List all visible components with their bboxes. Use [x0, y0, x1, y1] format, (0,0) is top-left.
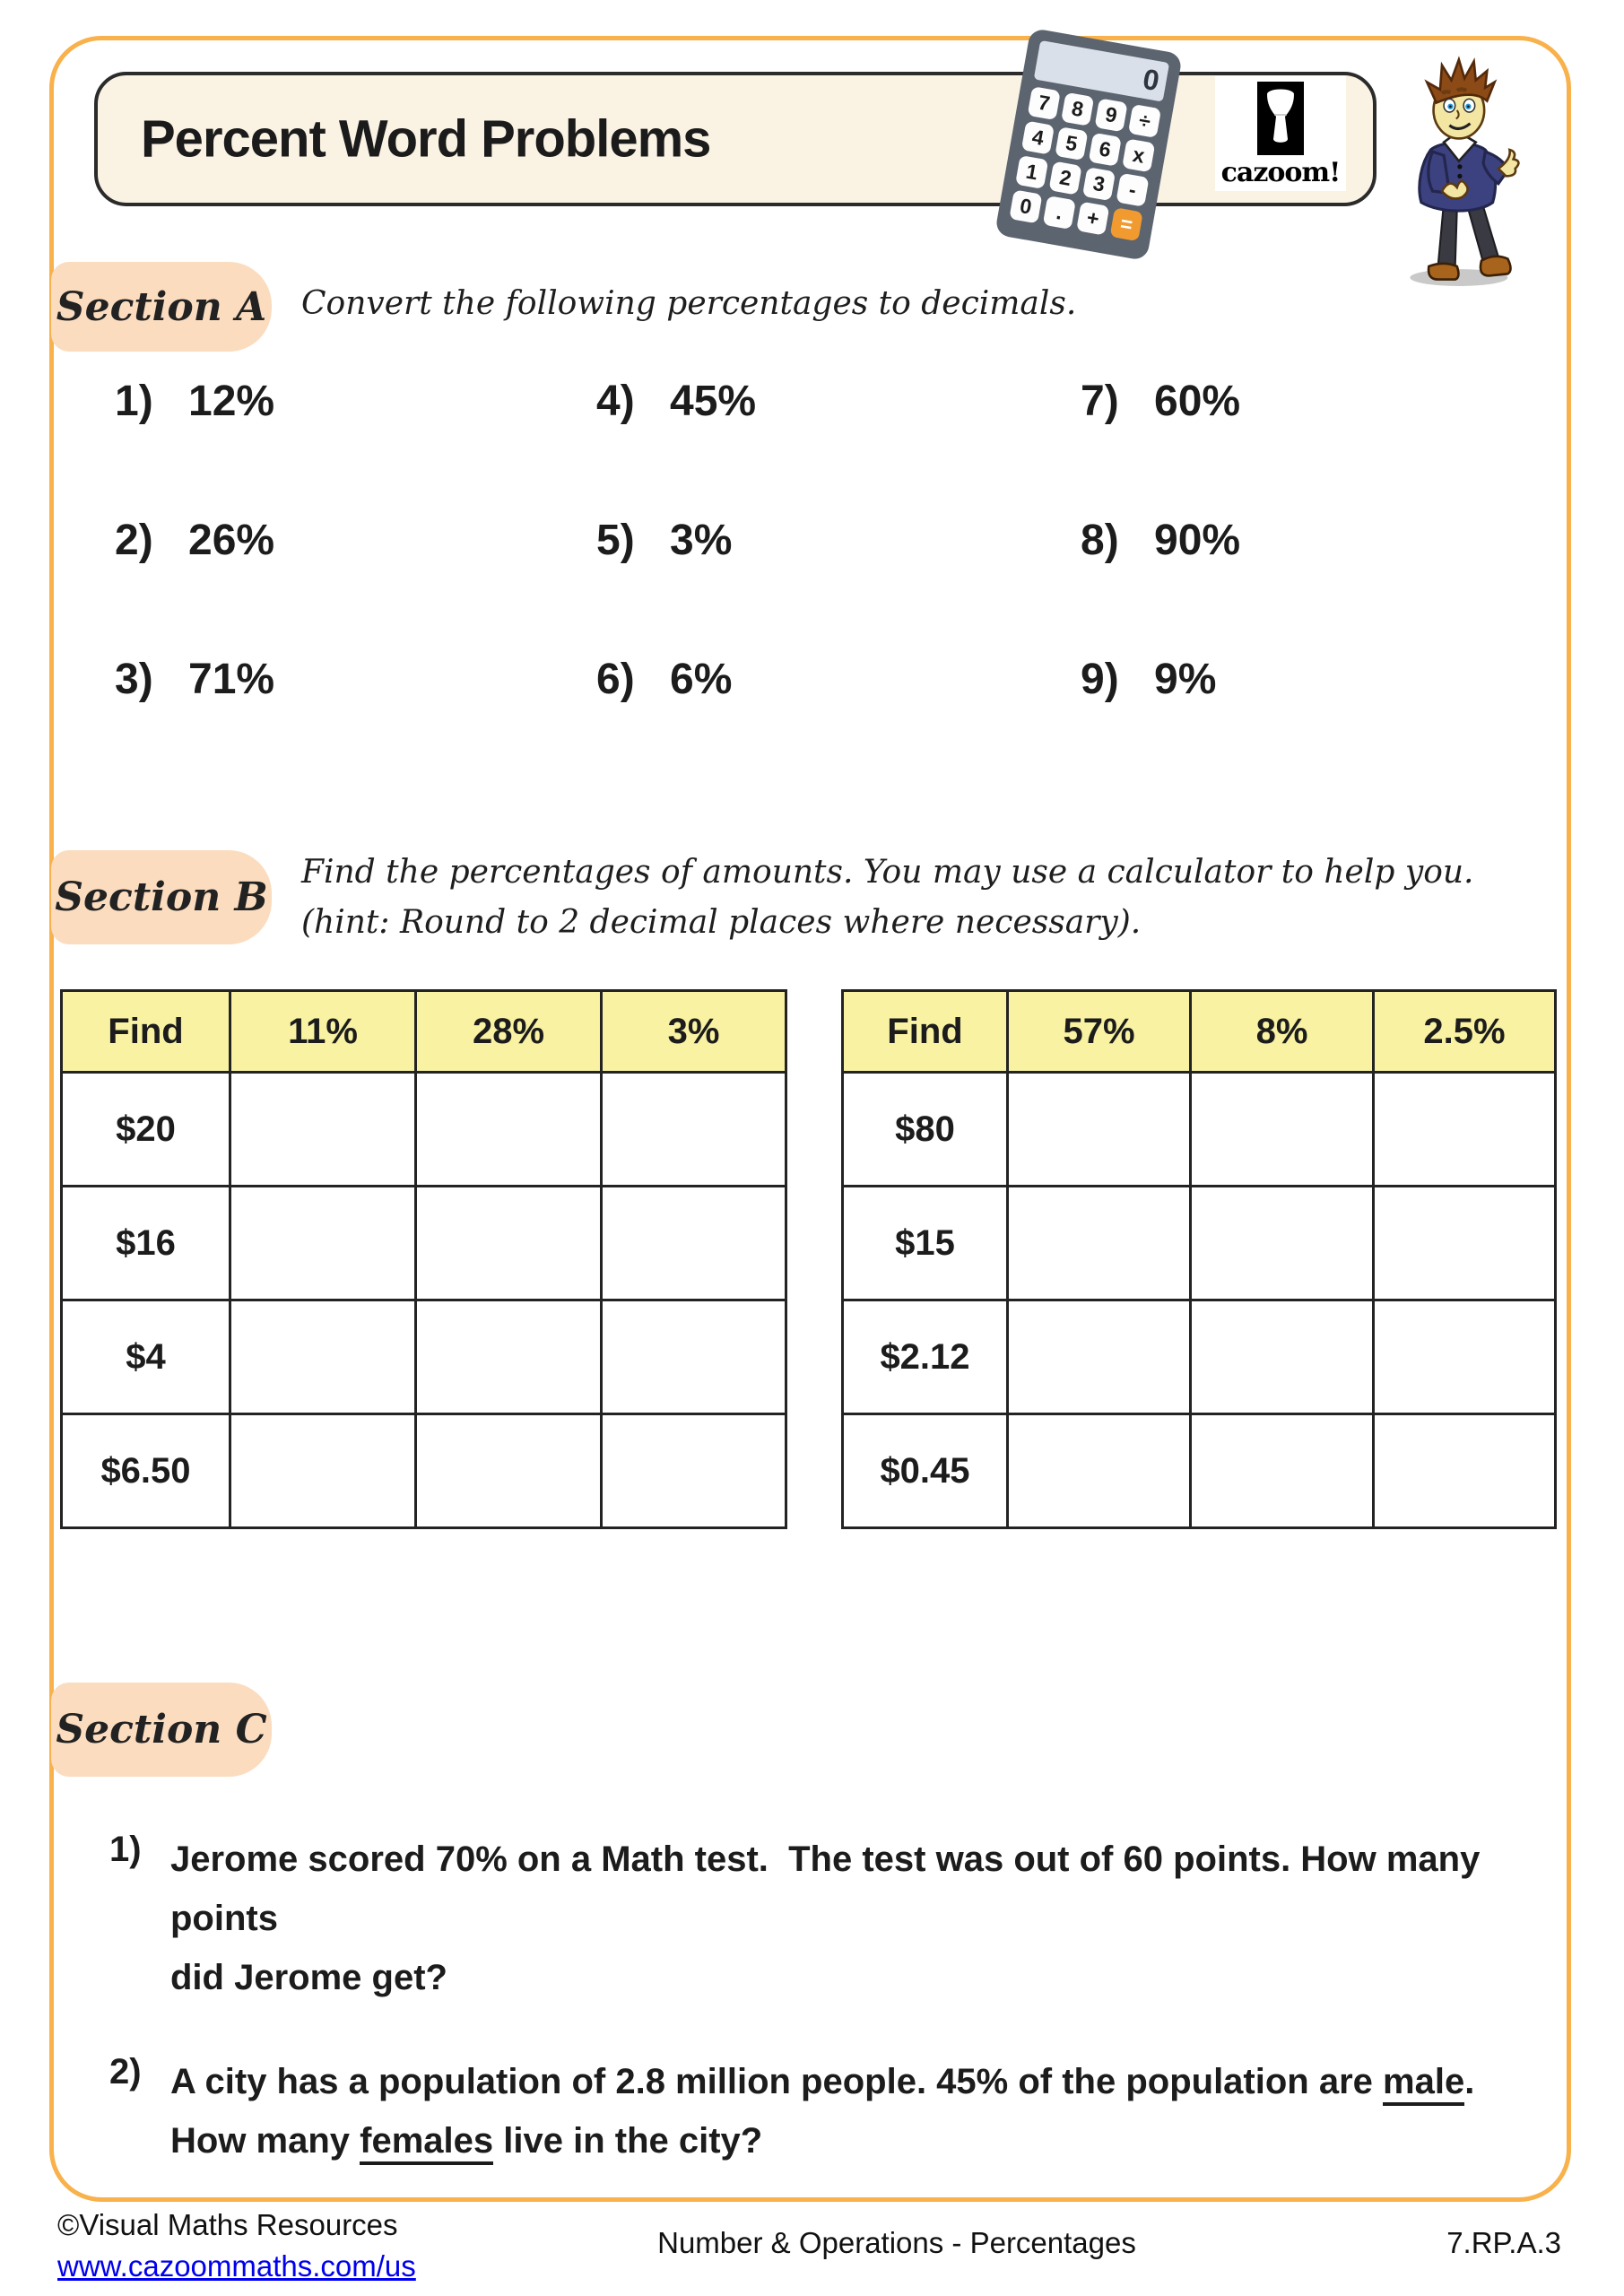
- answer-cell: [230, 1300, 416, 1414]
- question-value: 6%: [670, 656, 733, 703]
- problem-text: How many: [170, 2121, 360, 2161]
- header-28pct: 28%: [416, 991, 602, 1073]
- question-number: 2): [115, 517, 153, 564]
- row-label: $4: [62, 1300, 230, 1414]
- row-label: $80: [843, 1073, 1008, 1187]
- table-row: [62, 1187, 786, 1300]
- calc-key-5: 5: [1055, 126, 1088, 161]
- answer-cell: [602, 1414, 786, 1528]
- cazoommaths-link[interactable]: www.cazoommaths.com/us: [57, 2249, 416, 2283]
- table-row: [843, 1414, 1556, 1528]
- problem-number: 2): [109, 2052, 142, 2092]
- answer-cell: [1374, 1073, 1556, 1187]
- table-row: [62, 1414, 786, 1528]
- page-title: Percent Word Problems: [141, 109, 711, 169]
- question-value: 71%: [188, 656, 275, 703]
- question-value: 60%: [1154, 378, 1241, 425]
- problem-text: live in the city?: [493, 2121, 763, 2161]
- question-a3: [115, 655, 274, 704]
- section-a-label: Section A: [56, 283, 267, 330]
- calculator-display: 0: [1034, 40, 1169, 102]
- header-find: Find: [62, 991, 230, 1073]
- question-value: 45%: [670, 378, 757, 425]
- question-a8: [1081, 516, 1240, 565]
- header-11pct: 11%: [230, 991, 416, 1073]
- question-number: 9): [1081, 656, 1119, 703]
- question-number: 6): [596, 656, 635, 703]
- calculator-keypad: [1009, 86, 1161, 241]
- question-a6: [596, 655, 732, 704]
- question-number: 3): [115, 656, 153, 703]
- question-value: 26%: [188, 517, 275, 564]
- question-a5: [596, 516, 732, 565]
- row-label: $16: [62, 1187, 230, 1300]
- section-c-badge: [51, 1683, 272, 1777]
- percentages-table-left: [60, 989, 787, 1529]
- question-a2: [115, 516, 274, 565]
- student-thumbs-up-illustration: [1395, 52, 1528, 287]
- row-label: $0.45: [843, 1414, 1008, 1528]
- calc-key-9: 9: [1094, 98, 1127, 132]
- footer-topic: Number & Operations - Percentages: [657, 2226, 1136, 2259]
- answer-cell: [1008, 1300, 1191, 1414]
- question-number: 1): [115, 378, 153, 425]
- djembe-drum-icon: [1257, 82, 1304, 155]
- section-c-label: Section C: [56, 1707, 267, 1752]
- table-header-row: [62, 991, 786, 1073]
- answer-cell: [416, 1073, 602, 1187]
- answer-cell: [1008, 1414, 1191, 1528]
- answer-cell: [416, 1414, 602, 1528]
- header-find: Find: [843, 991, 1008, 1073]
- header-8pct: 8%: [1191, 991, 1374, 1073]
- calc-key-2: 2: [1048, 161, 1081, 196]
- section-b-label: Section B: [55, 874, 268, 920]
- calc-key-multiply: x: [1122, 138, 1155, 172]
- answer-cell: [230, 1414, 416, 1528]
- question-a4: [596, 377, 756, 426]
- underlined-word-females: females: [360, 2121, 493, 2165]
- calc-key-divide: ÷: [1128, 104, 1161, 138]
- answer-cell: [1008, 1187, 1191, 1300]
- answer-cell: [1191, 1073, 1374, 1187]
- table-header-row: [843, 991, 1556, 1073]
- calc-key-equals: =: [1110, 207, 1143, 241]
- footer-copyright-block: [57, 2208, 416, 2283]
- question-value: 9%: [1154, 656, 1217, 703]
- problem-2-line2: [170, 2111, 1533, 2170]
- title-box: [94, 72, 1376, 206]
- footer-standard-code: 7.RP.A.3: [1446, 2226, 1561, 2259]
- problem-2-line1: [170, 2052, 1533, 2111]
- table-row: [62, 1073, 786, 1187]
- header-2-5pct: 2.5%: [1374, 991, 1556, 1073]
- answer-cell: [1374, 1414, 1556, 1528]
- answer-cell: [230, 1187, 416, 1300]
- question-a1: [115, 377, 274, 426]
- problem-1-line2: did Jerome get?: [170, 1958, 447, 1997]
- problem-text: A city has a population of 2.8 million people. 45% of the population are: [170, 2062, 1384, 2101]
- question-value: 3%: [670, 517, 733, 564]
- calc-key-decimal: .: [1043, 196, 1076, 230]
- answer-cell: [1008, 1073, 1191, 1187]
- calc-key-4: 4: [1021, 121, 1055, 155]
- table-row: [62, 1300, 786, 1414]
- question-value: 12%: [188, 378, 275, 425]
- copyright-text: ©Visual Maths Resources: [57, 2208, 398, 2241]
- answer-cell: [1374, 1187, 1556, 1300]
- answer-cell: [1191, 1187, 1374, 1300]
- answer-cell: [416, 1300, 602, 1414]
- calc-key-3: 3: [1082, 167, 1116, 201]
- question-value: 90%: [1154, 517, 1241, 564]
- calc-key-minus: -: [1116, 173, 1149, 207]
- problem-text: .: [1464, 2062, 1475, 2101]
- calc-key-plus: +: [1076, 202, 1109, 236]
- problem-number: 1): [109, 1830, 142, 1869]
- calc-key-7: 7: [1028, 86, 1061, 120]
- question-number: 8): [1081, 517, 1119, 564]
- row-label: $6.50: [62, 1414, 230, 1528]
- table-row: [843, 1300, 1556, 1414]
- answer-cell: [1191, 1300, 1374, 1414]
- answer-cell: [1374, 1300, 1556, 1414]
- section-b-badge: [51, 850, 272, 944]
- answer-cell: [1191, 1414, 1374, 1528]
- header-57pct: 57%: [1008, 991, 1191, 1073]
- calc-key-0: 0: [1009, 189, 1042, 223]
- row-label: $2.12: [843, 1300, 1008, 1414]
- question-a9: [1081, 655, 1216, 704]
- cazoom-logo: [1215, 76, 1346, 191]
- row-label: $15: [843, 1187, 1008, 1300]
- table-row: [843, 1073, 1556, 1187]
- header-3pct: 3%: [602, 991, 786, 1073]
- problem-1-line1: Jerome scored 70% on a Math test. The test was out of 60 points. How many points: [170, 1839, 1490, 1938]
- cazoom-logo-text: cazoom!: [1220, 157, 1341, 188]
- question-number: 5): [596, 517, 635, 564]
- calc-key-1: 1: [1015, 155, 1048, 189]
- table-row: [843, 1187, 1556, 1300]
- row-label: $20: [62, 1073, 230, 1187]
- question-a7: [1081, 377, 1240, 426]
- answer-cell: [602, 1300, 786, 1414]
- answer-cell: [602, 1073, 786, 1187]
- question-number: 7): [1081, 378, 1119, 425]
- section-a-badge: [51, 262, 272, 352]
- percentages-table-right: [841, 989, 1557, 1529]
- section-a-instruction: Convert the following percentages to decimals.: [301, 285, 1077, 322]
- section-b-instruction-line1: Find the percentages of amounts. You may use a calculator to help you.: [301, 854, 1474, 891]
- section-b-instruction-line2: (hint: Round to 2 decimal places where necessary).: [301, 904, 1142, 941]
- calc-key-6: 6: [1089, 133, 1122, 167]
- underlined-word-male: male: [1383, 2062, 1464, 2106]
- answer-cell: [602, 1187, 786, 1300]
- question-number: 4): [596, 378, 635, 425]
- answer-cell: [230, 1073, 416, 1187]
- calc-key-8: 8: [1061, 92, 1094, 126]
- answer-cell: [416, 1187, 602, 1300]
